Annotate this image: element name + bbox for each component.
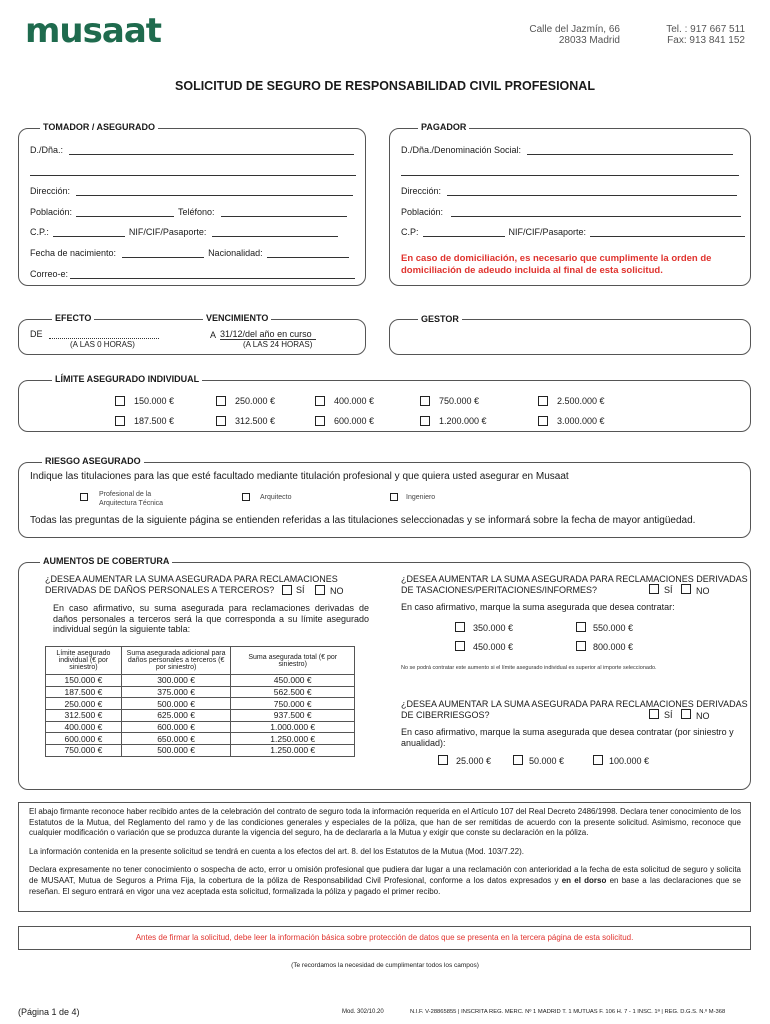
q1-table — [45, 646, 355, 757]
company-address — [500, 24, 620, 46]
limite-option-checkbox[interactable] — [420, 396, 430, 406]
pagador-legend: PAGADOR — [418, 122, 469, 132]
table-cell: 187.500 € — [46, 686, 122, 698]
limite-option-label: 312.500 € — [235, 416, 276, 426]
limite-option-label: 600.000 € — [334, 416, 375, 426]
tomador-name-row2 — [30, 166, 356, 176]
pagador-city-field[interactable] — [451, 207, 741, 217]
q2-option-label: 800.000 € — [593, 642, 634, 652]
q1-si-checkbox[interactable] — [282, 585, 292, 595]
q3-no-label: NO — [696, 711, 710, 721]
pagador-cp-row — [401, 227, 745, 237]
tomador-name-field-2[interactable] — [30, 166, 356, 176]
tomador-city-label: Población: — [30, 207, 73, 217]
pagador-name-field[interactable] — [527, 145, 733, 155]
table-cell: 600.000 € — [46, 733, 122, 745]
address-street: Calle del Jazmín, 66 — [529, 24, 620, 35]
q3-option-checkbox[interactable] — [438, 755, 448, 765]
privacy-notice: Antes de firmar la solicitud, debe leer la información básica sobre protección de datos que se presenta en la tercera página de esta solicitud. — [18, 926, 751, 950]
tomador-phone-label: Teléfono: — [178, 207, 215, 217]
tomador-email-field[interactable] — [70, 269, 355, 279]
q1-no-label: NO — [330, 586, 344, 596]
logo-graphic — [25, 10, 185, 48]
tomador-birth-field[interactable] — [122, 248, 204, 258]
table-cell: 1.250.000 € — [231, 745, 355, 757]
vencimiento-value: 31/12/del año en curso — [220, 329, 316, 340]
table-row — [46, 745, 355, 757]
tomador-name-field[interactable] — [69, 145, 354, 155]
limite-option-checkbox[interactable] — [315, 396, 325, 406]
company-phones — [640, 24, 745, 46]
company-logo — [25, 10, 185, 48]
pagador-address-label: Dirección: — [401, 186, 442, 196]
riesgo-intro: Indique las titulaciones para las que esté facultado mediante titulación profesional y que quiera usted asegurar en Musaat — [30, 471, 569, 482]
gestor-legend: GESTOR — [418, 314, 462, 324]
q2-option-checkbox[interactable] — [576, 622, 586, 632]
q2-line1: ¿DESEA AUMENTAR LA SUMA ASEGURADA PARA RECLAMACIONES DERIVADAS — [401, 574, 748, 584]
pagador-city-row — [401, 207, 741, 217]
table-cell: 300.000 € — [121, 675, 231, 687]
table-row — [46, 698, 355, 710]
q2-no-checkbox[interactable] — [681, 584, 691, 594]
declaration-p3-a: Declara expresamente no tener conocimiento o sospecha de acto, error u omisión profesional que pudiera dar lugar a una reclamación con anterioridad a la fecha de esta solicitud de seguro y solicita de MUSAAT, Mutua de Seguros a Prima Fija, la cobertura de la póliza de Responsabilidad Civil Profesional, conforme a los datos expresados y — [29, 865, 741, 885]
q1-si-label: SÍ — [296, 585, 305, 595]
tomador-nif-label: NIF/CIF/Pasaporte: — [128, 227, 207, 237]
model-number: Mod. 302/10.20 — [342, 1009, 384, 1015]
limite-option-label: 1.200.000 € — [439, 416, 487, 426]
declaration-p3-bold: en el dorso — [561, 875, 607, 885]
limite-option-label: 750.000 € — [439, 396, 480, 406]
limite-option-label: 2.500.000 € — [557, 396, 605, 406]
table-cell: 750.000 € — [46, 745, 122, 757]
page-number: (Página 1 de 4) — [18, 1007, 80, 1017]
q3-line1: ¿DESEA AUMENTAR LA SUMA ASEGURADA PARA RECLAMACIONES DERIVADAS — [401, 699, 748, 709]
limite-option-checkbox[interactable] — [538, 416, 548, 426]
pagador-city-label: Población: — [401, 207, 444, 217]
q2-option-checkbox[interactable] — [576, 641, 586, 651]
pagador-cp-field[interactable] — [423, 227, 505, 237]
table-cell: 250.000 € — [46, 698, 122, 710]
riesgo-footer-text: Todas las preguntas de la siguiente página se entienden referidas a las titulaciones seleccionadas y se informará sobre la fecha de mayor antigüedad. — [30, 515, 696, 526]
q3-no-checkbox[interactable] — [681, 709, 691, 719]
efecto-legend: EFECTO — [52, 313, 94, 323]
pagador-name-label: D./Dña./Denominación Social: — [401, 145, 522, 155]
pagador-nif-label: NIF/CIF/Pasaporte: — [508, 227, 587, 237]
table-row — [46, 710, 355, 722]
table-cell: 1.250.000 € — [231, 733, 355, 745]
vencimiento-prefix: A — [210, 330, 217, 340]
tomador-name-label: D./Dña.: — [30, 145, 64, 155]
q2-option-label: 350.000 € — [473, 623, 514, 633]
declaration-p3 — [29, 865, 741, 897]
q1-question — [45, 574, 338, 596]
q1-no-checkbox[interactable] — [315, 585, 325, 595]
tomador-address-row — [30, 186, 353, 196]
efecto-hours: (A LAS 0 HORAS) — [70, 340, 135, 349]
declaration-p2: La información contenida en la presente solicitud se tendrá en cuenta a los efectos del art. 8. del los Estatutos de la Mutua (Mod. 103/7.22). — [29, 846, 524, 856]
q2-si-label: SÍ — [664, 585, 673, 595]
tomador-email-label: Correo-e: — [30, 269, 69, 279]
tomador-phone-field[interactable] — [221, 207, 347, 217]
q3-option-label: 100.000 € — [609, 756, 650, 766]
tomador-email-row — [30, 269, 355, 279]
q3-si-checkbox[interactable] — [649, 709, 659, 719]
q2-option-checkbox[interactable] — [455, 641, 465, 651]
table-cell: 750.000 € — [231, 698, 355, 710]
q2-option-label: 450.000 € — [473, 642, 514, 652]
tomador-birth-label: Fecha de nacimiento: — [30, 248, 117, 258]
limite-legend: LÍMITE ASEGURADO INDIVIDUAL — [52, 374, 202, 384]
efecto-date-row — [30, 329, 159, 339]
vencimiento-legend: VENCIMIENTO — [203, 313, 271, 323]
q1-line2: DERIVADAS DE DAÑOS PERSONALES A TERCEROS? — [45, 585, 275, 595]
table-cell: 625.000 € — [121, 710, 231, 722]
pagador-domiciliation-note: En caso de domiciliación, es necesario que cumplimente la orden de domiciliación de adeudo incluida al final de esta solicitud. — [401, 253, 712, 276]
q2-note: No se podrá contratar este aumento si el límite asegurado individual es superior al importe seleccionado. — [401, 665, 657, 671]
fill-reminder: (Te recordamos la necesidad de cumplimentar todos los campos) — [291, 962, 479, 969]
limite-option-label: 150.000 € — [134, 396, 175, 406]
table-cell: 375.000 € — [121, 686, 231, 698]
pagador-nif-field[interactable] — [590, 227, 745, 237]
q2-option-label: 550.000 € — [593, 623, 634, 633]
riesgo-opt1-label — [99, 490, 163, 508]
q2-option-checkbox[interactable] — [455, 622, 465, 632]
phone-number: Tel. : 917 667 511 — [666, 24, 745, 35]
tomador-cp-row — [30, 227, 338, 237]
riesgo-opt1-line1: Profesional de la — [99, 491, 152, 498]
limite-option-label: 400.000 € — [334, 396, 375, 406]
tomador-birth-row — [30, 248, 349, 258]
limite-option-label: 187.500 € — [134, 416, 175, 426]
tomador-legend: TOMADOR / ASEGURADO — [40, 122, 158, 132]
logo-text: musaat — [25, 11, 162, 48]
limite-option-checkbox[interactable] — [216, 396, 226, 406]
table-cell: 937.500 € — [231, 710, 355, 722]
riesgo-opt3-label: Ingeniero — [406, 494, 436, 501]
limite-option-checkbox[interactable] — [216, 416, 226, 426]
limite-option-checkbox[interactable] — [115, 416, 125, 426]
declaration-p3-c: en base a las declaraciones que se reseñan. El seguro entrará en vigor una vez aceptada esta solicitud, formalizada la póliza y pagado el primer recibo. — [29, 875, 741, 896]
table-header-cell: Límite asegurado individual (€ por siniestro) — [46, 647, 122, 675]
q1-table-body — [46, 647, 355, 757]
table-cell: 150.000 € — [46, 675, 122, 687]
legal-registration: N.I.F. V-28865855 | INSCRITA REG. MERC. Nº 1 MADRID T. 1 MUTUAS F. 106 H. 7 - 1 INSC. 1ª | REG. D.G.S. N.º M-368 — [410, 1009, 726, 1015]
table-cell: 400.000 € — [46, 721, 122, 733]
pagador-name-field-2[interactable] — [401, 166, 739, 176]
q2-line2: DE TASACIONES/PERITACIONES/INFORMES? — [401, 585, 598, 595]
table-cell: 312.500 € — [46, 710, 122, 722]
table-header-cell: Suma asegurada adicional para daños personales a terceros (€ por siniestro) — [121, 647, 231, 675]
pagador-address-field[interactable] — [447, 186, 737, 196]
gestor-section — [389, 319, 751, 355]
fax-number: Fax: 913 841 152 — [667, 35, 745, 46]
table-cell: 600.000 € — [121, 721, 231, 733]
riesgo-check-ingeniero[interactable] — [390, 493, 398, 501]
limite-section — [18, 380, 751, 432]
tomador-nif-field[interactable] — [212, 227, 338, 237]
riesgo-opt1-line2: Arquitectura Técnica — [99, 500, 164, 507]
table-header-row — [46, 647, 355, 675]
table-cell: 562.500 € — [231, 686, 355, 698]
efecto-date-field[interactable] — [49, 329, 159, 339]
aumentos-legend: AUMENTOS DE COBERTURA — [40, 556, 172, 566]
declaration-p1: El abajo firmante reconoce haber recibido antes de la celebración del contrato de seguro toda la información requerida en el Artículo 107 del Real Decreto 2486/1998. Declara tener conocimiento de los Estatutos de la Mutua, del Reglamento del ramo y de las condiciones generales y especiales de la póliza, que han de ser remitidas de acuerdo con la presente solicitud. Asimismo, reconoce que cualquier modificación o variación que se produzca durante la vigencia del seguro, ha de declararla a la Mutua y exigir que conste su declaración en la póliza. — [29, 807, 741, 838]
limite-option-label: 250.000 € — [235, 396, 276, 406]
tomador-address-label: Dirección: — [30, 186, 71, 196]
limite-option-checkbox[interactable] — [115, 396, 125, 406]
limite-option-checkbox[interactable] — [420, 416, 430, 426]
tomador-nationality-field[interactable] — [267, 248, 349, 258]
tomador-cp-field[interactable] — [53, 227, 125, 237]
page-title: SOLICITUD DE SEGURO DE RESPONSABILIDAD CIVIL PROFESIONAL — [175, 79, 595, 93]
vencimiento-hours: (A LAS 24 HORAS) — [243, 340, 313, 349]
tomador-name-row — [30, 145, 354, 155]
q2-explanation: En caso afirmativo, marque la suma asegurada que desea contratar: — [401, 602, 675, 612]
vencimiento-row — [210, 329, 316, 340]
pagador-name-row2 — [401, 166, 739, 176]
q1-line1: ¿DESEA AUMENTAR LA SUMA ASEGURADA PARA RECLAMACIONES — [45, 574, 338, 584]
pagador-cp-label: C.P: — [401, 227, 419, 237]
tomador-city-field[interactable] — [76, 207, 174, 217]
table-header-cell: Suma asegurada total (€ por siniestro) — [231, 647, 355, 675]
q3-si-label: SÍ — [664, 710, 673, 720]
table-cell: 500.000 € — [121, 745, 231, 757]
riesgo-check-arquitecto[interactable] — [242, 493, 250, 501]
table-row — [46, 733, 355, 745]
table-cell: 500.000 € — [121, 698, 231, 710]
tomador-address-field[interactable] — [76, 186, 353, 196]
table-cell: 650.000 € — [121, 733, 231, 745]
q3-option-label: 50.000 € — [529, 756, 565, 766]
efecto-de-label: DE — [30, 329, 43, 339]
q2-no-label: NO — [696, 586, 710, 596]
table-row — [46, 675, 355, 687]
declaration-text — [29, 807, 741, 897]
table-row — [46, 721, 355, 733]
pagador-address-row — [401, 186, 737, 196]
limite-option-label: 3.000.000 € — [557, 416, 605, 426]
q3-option-checkbox[interactable] — [593, 755, 603, 765]
table-cell: 450.000 € — [231, 675, 355, 687]
riesgo-check-arquitecto-tecnico[interactable] — [80, 493, 88, 501]
riesgo-legend: RIESGO ASEGURADO — [42, 456, 144, 466]
q3-option-label: 25.000 € — [456, 756, 492, 766]
table-row — [46, 686, 355, 698]
q3-line2: DE CIBERRIESGOS? — [401, 710, 490, 720]
q3-explanation: En caso afirmativo, marque la suma asegurada que desea contratar (por siniestro y anualidad): — [401, 727, 734, 748]
q2-si-checkbox[interactable] — [649, 584, 659, 594]
tomador-cp-label: C.P.: — [30, 227, 49, 237]
riesgo-opt2-label: Arquitecto — [260, 494, 292, 501]
address-city: 28033 Madrid — [558, 35, 620, 46]
q3-option-checkbox[interactable] — [513, 755, 523, 765]
limite-option-checkbox[interactable] — [315, 416, 325, 426]
tomador-nationality-label: Nacionalidad: — [208, 248, 263, 258]
q1-explanation: En caso afirmativo, su suma asegurada para reclamaciones derivadas de daños personales a terceros será la que corresponda a su límite asegurado individual según la siguiente tabla: — [53, 603, 369, 634]
limite-option-checkbox[interactable] — [538, 396, 548, 406]
table-cell: 1.000.000 € — [231, 721, 355, 733]
pagador-name-row — [401, 145, 733, 155]
tomador-city-row — [30, 207, 347, 217]
